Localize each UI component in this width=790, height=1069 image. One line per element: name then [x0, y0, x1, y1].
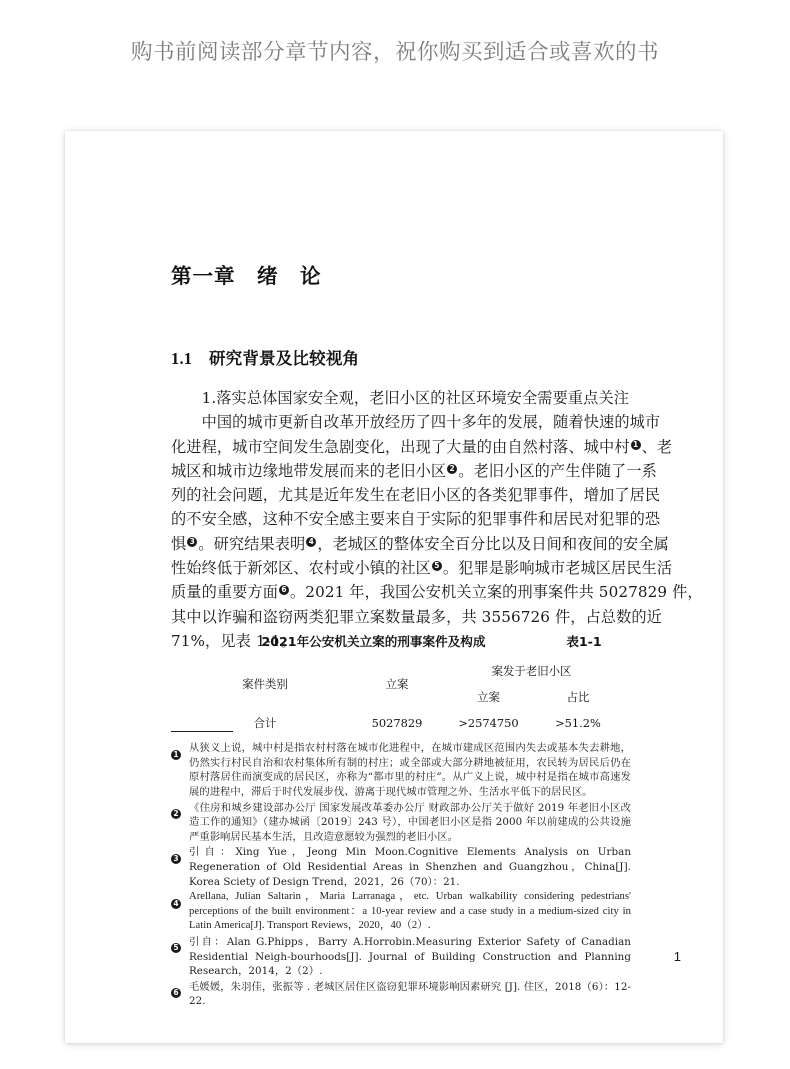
- footnote-text: 引自：Xing Yue，Jeong Min Moon.Cognitive Elements Analysis on Urban Regeneration of Old Residential Areas in Shenzhen and Guangzhou，China[J]. Korea Sciety of Design Trend，2021，26（70）：21.: [189, 846, 631, 888]
- footnote-text: 毛媛媛，朱羽佳，张振等 . 老城区居住区盗窃犯罪环境影响因素研究 [J]. 住区，2018（6）：12-22.: [189, 980, 631, 1008]
- table-header-filed: 立案: [385, 677, 409, 691]
- footnote-marker-5[interactable]: 5: [432, 561, 442, 571]
- body-line: [171, 556, 673, 580]
- footnote-item: [171, 935, 631, 979]
- table-cell-filed: 5027829: [371, 716, 423, 730]
- table-header-case-type: 案件类别: [242, 677, 288, 691]
- footnote-marker-3[interactable]: 3: [187, 537, 197, 547]
- page-sheet: [65, 131, 723, 1043]
- body-fragment: 、老: [641, 437, 673, 456]
- footnote-item: [171, 741, 631, 799]
- footnote-marker-4[interactable]: 4: [306, 537, 316, 547]
- body-line: 1.落实总体国家安全观，老旧小区的社区环境安全需要重点关注: [171, 389, 630, 407]
- table-block: [178, 631, 621, 736]
- chapter-title: 第一章 绪 论: [171, 264, 322, 288]
- body-line: 的不安全感，这种不安全感主要来自于实际的犯罪事件和居民对犯罪的恐: [171, 510, 661, 529]
- body-line: 中国的城市更新自改革开放经历了四十多年的发展，随着快速的城市: [171, 413, 661, 432]
- crime-statistics-table: [178, 658, 621, 736]
- body-line: 71%，见表 1-1。: [171, 631, 296, 650]
- body-fragment: ，老城区的整体安全百分比以及日间和夜间的安全属: [317, 534, 669, 553]
- body-fragment: 。老旧小区的产生伴随了一系: [458, 461, 657, 480]
- footnote-item: [171, 801, 631, 845]
- footnote-item: [171, 845, 631, 889]
- body-line: [171, 459, 657, 483]
- footnote-text: 引自：Alan G.Phipps，Barry A.Horrobin.Measuring Exterior Safety of Canadian Residential Neigh-bourhoods[J]. Journal of Building Construction and Planning Research，2014，2（2）.: [189, 935, 631, 978]
- table-cell-old-ratio: >51.2%: [555, 716, 601, 730]
- body-line: 其中以诈骗和盗窃两类犯罪立案数量最多，共 3556726 件，占总数的近: [171, 607, 662, 626]
- body-fragment: 化进程，城市空间发生急剧变化，出现了大量的由自然村落、城中村: [171, 437, 630, 456]
- footnote-marker-1[interactable]: 1: [631, 440, 641, 450]
- footnote-text: Arellana, Julian Saltarin，Maria Larranaga，etc. Urban walkability considering pedestrians' perceptions of the built environment：a 10-year review and a case study in a medium-sized city in Latin America[J]. Transport Reviews，2020，40（2）.: [189, 891, 631, 932]
- footnotes-block: [171, 731, 631, 1010]
- footnote-number-icon: 3: [171, 854, 181, 864]
- footnote-separator: [171, 731, 233, 732]
- body-fragment: 。2021 年，我国公安机关立案的刑事案件共 5027829 件，: [290, 583, 703, 602]
- body-fragment: 质量的重要方面: [171, 583, 279, 602]
- body-fragment: 性始终低于新郊区、农村或小镇的社区: [171, 559, 431, 578]
- table-caption-title: 2021年公安机关立案的刑事案件及构成: [261, 634, 486, 649]
- footnote-text: 《住房和城乡建设部办公厅 国家发展改革委办公厅 财政部办公厅关于做好 2019 年老旧小区改造工作的通知》（建办城函〔2019〕243 号），中国老旧小区是指 2000 年以前建成的公共设施严重影响居民基本生活，且改造意愿较为强烈的老旧小区。: [189, 801, 631, 843]
- footnote-number-icon: 6: [171, 988, 181, 998]
- table-caption: [178, 631, 621, 650]
- section-number: 1.1: [171, 349, 193, 368]
- footnote-marker-6[interactable]: 6: [279, 585, 289, 595]
- footnote-item: [171, 980, 631, 1009]
- section-heading: [171, 345, 359, 369]
- footnote-item: [171, 890, 631, 934]
- preview-banner: [0, 0, 790, 100]
- footnote-bullet: [171, 801, 189, 822]
- footnote-number-icon: 4: [171, 899, 181, 909]
- footnote-bullet: [171, 980, 189, 1001]
- body-line: [171, 532, 669, 556]
- body-fragment: 。研究结果表明: [198, 534, 306, 553]
- body-fragment: 城区和城市边缘地带发展而来的老旧小区: [171, 461, 447, 480]
- body-line: [171, 435, 673, 459]
- table-header-row-1: [178, 658, 621, 684]
- footnote-bullet: [171, 845, 189, 866]
- table-subheader-ratio: 占比: [566, 690, 590, 704]
- footnote-bullet: [171, 935, 189, 956]
- table-cell-old-filed: >2574750: [458, 716, 519, 730]
- footnote-bullet: [171, 890, 189, 911]
- body-line: [171, 580, 703, 604]
- body-line: 列的社会问题，尤其是近年发生在老旧小区的各类犯罪事件，增加了居民: [171, 486, 661, 505]
- page-number: 1: [673, 949, 681, 964]
- table-caption-number: 表1-1: [566, 634, 602, 649]
- table-cell-case-type: 合计: [253, 716, 277, 730]
- footnote-bullet: [171, 741, 189, 762]
- footnote-marker-2[interactable]: 2: [447, 464, 457, 474]
- body-fragment: 惧: [171, 534, 187, 553]
- page-content: [65, 131, 723, 1043]
- footnote-number-icon: 5: [171, 943, 181, 953]
- section-title: 研究背景及比较视角: [208, 349, 360, 368]
- footnote-number-icon: 2: [171, 809, 181, 819]
- table-subheader-filed: 立案: [477, 690, 500, 704]
- footnote-text: 从狭义上说，城中村是指农村村落在城市化进程中，在城市建成区范围内失去或基本失去耕地，仍然实行村民自治和农村集体所有制的村庄；或全部或大部分耕地被征用，农民转为居民后仍在原村落居住而演变成的居民区，亦称为“都市里的村庄”。从广义上说，城中村是指在城市高速发展的进程中，滞后于时代发展步伐、游离于现代城市管理之外、生活水平低下的居民区。: [189, 742, 631, 798]
- footnote-number-icon: 1: [171, 750, 181, 760]
- preview-banner-text: 购书前阅读部分章节内容，祝你购买到适合或喜欢的书: [130, 39, 659, 65]
- body-text: [171, 386, 703, 653]
- table-header-group-old-community: 案发于老旧小区: [491, 664, 572, 678]
- body-fragment: 。犯罪是影响城市老城区居民生活: [442, 559, 673, 578]
